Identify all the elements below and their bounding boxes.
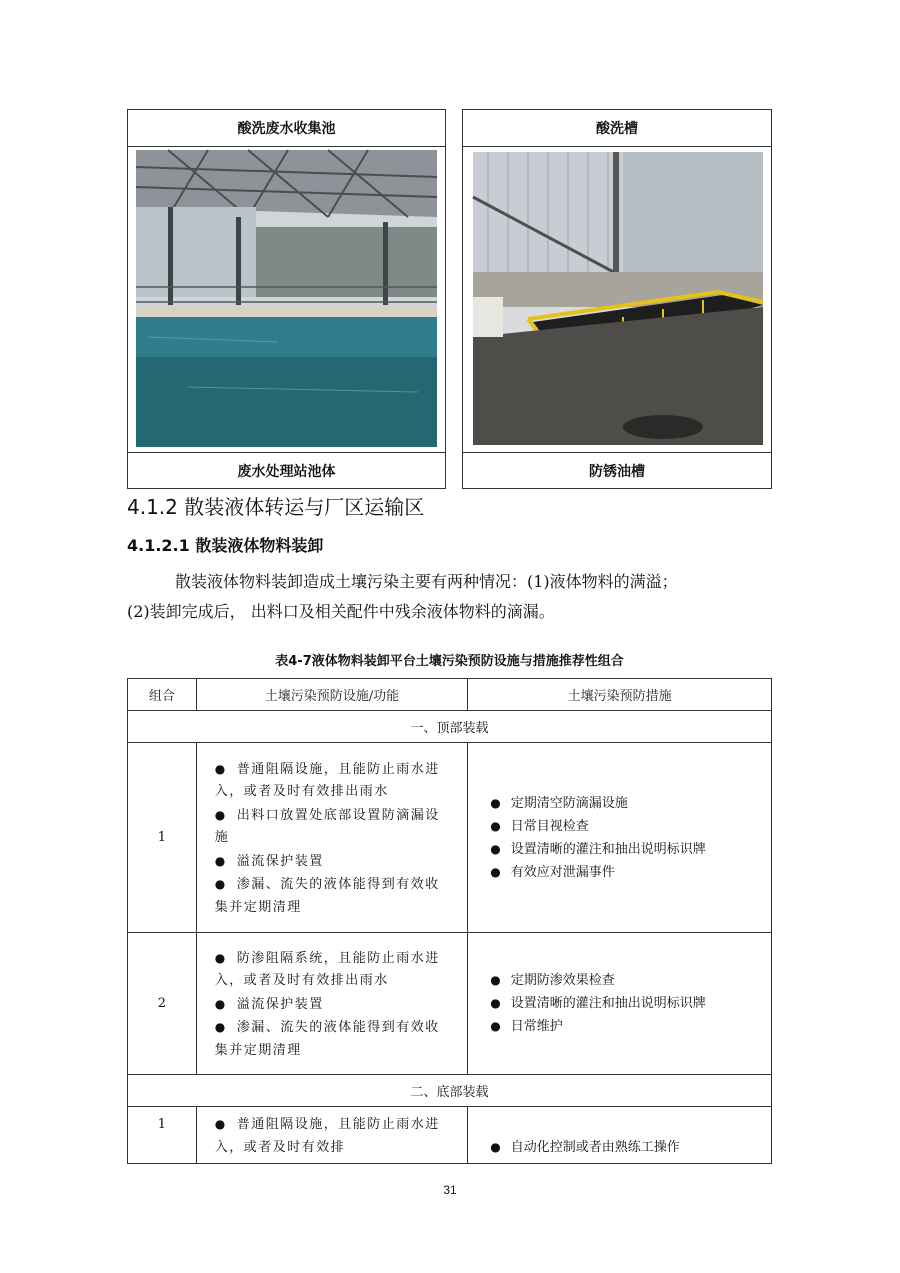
measures-cell <box>468 1107 772 1164</box>
list-item: ● 定期防渗效果检查 <box>490 973 615 988</box>
header-facilities: 土壤污染预防设施/功能 <box>196 679 467 711</box>
table-row <box>128 933 772 1075</box>
bullet-icon: ● <box>490 795 501 810</box>
functions-cell <box>196 1107 467 1164</box>
table-row <box>128 743 772 933</box>
combo-cell: 2 <box>128 933 197 1075</box>
list-item: ● 普通阻隔设施，且能防止雨水进入，或者及时有效排出雨水 <box>214 761 440 800</box>
paragraph-line-1: 散装液体物料装卸造成土壤污染主要有两种情况：(1)液体物料的满溢； <box>175 572 678 591</box>
paragraph-line-2: (2)装卸完成后， 出料口及相关配件中残余液体物料的滴漏。 <box>127 602 555 621</box>
bullet-icon: ● <box>214 1117 227 1131</box>
photo-caption-bottom-left: 废水处理站池体 <box>127 452 446 489</box>
subsection-heading: 4.1.2.1 散装液体物料装卸 <box>127 536 324 555</box>
bullet-icon: ● <box>490 996 501 1010</box>
list-item: ● 日常目视检查 <box>490 818 589 834</box>
photo-pickling-tank <box>462 146 772 453</box>
list-item: ● 渗漏、流失的液体能得到有效收集并定期清理 <box>214 1020 440 1058</box>
list-item: ● 溢流保护装置 <box>214 996 324 1012</box>
page-number: 31 <box>443 1183 457 1197</box>
photo-table <box>127 109 772 489</box>
measures-cell <box>468 933 772 1075</box>
bullet-icon: ● <box>214 877 227 892</box>
functions-cell <box>196 933 467 1075</box>
bullet-icon: ● <box>214 1020 227 1035</box>
photo-acid-wastewater-pool <box>127 146 446 453</box>
list-item: ● 有效应对泄漏事件 <box>490 864 615 880</box>
bullet-icon: ● <box>490 1140 501 1154</box>
section-label: 二、底部装载 <box>128 1075 772 1107</box>
list-item: ● 防渗阻隔系统，且能防止雨水进入，或者及时有效排出雨水 <box>214 950 440 989</box>
header-measures: 土壤污染预防措施 <box>468 679 772 711</box>
bullet-icon: ● <box>490 973 501 987</box>
bullet-icon: ● <box>214 996 227 1011</box>
list-item: ● 定期清空防滴漏设施 <box>490 795 628 811</box>
section-label: 一、顶部装载 <box>128 711 772 743</box>
list-item: ● 设置清晰的灌注和抽出说明标识牌 <box>490 841 706 857</box>
bullet-icon: ● <box>214 853 227 868</box>
header-combo: 组合 <box>128 679 197 711</box>
photo-caption-bottom-right: 防锈油槽 <box>462 452 772 489</box>
section-row-top-loading <box>128 711 772 743</box>
list-item: ● 日常维护 <box>490 1019 563 1034</box>
bullet-icon: ● <box>490 841 501 856</box>
bullet-icon: ● <box>490 864 501 879</box>
photo-caption-top-right: 酸洗槽 <box>462 109 772 147</box>
list-item: ● 设置清晰的灌注和抽出说明标识牌 <box>490 996 706 1011</box>
list-item: ● 自动化控制或者由熟练工操作 <box>490 1140 680 1155</box>
bullet-icon: ● <box>490 818 501 833</box>
bullet-icon: ● <box>214 950 227 965</box>
list-item: ● 出料口放置处底部设置防滴漏设施 <box>214 807 440 846</box>
table-row <box>128 1107 772 1164</box>
combo-cell: 1 <box>128 1107 197 1164</box>
section-row-bottom-loading <box>128 1075 772 1107</box>
combo-cell: 1 <box>128 743 197 933</box>
section-heading: 4.1.2 散装液体转运与厂区运输区 <box>127 495 425 519</box>
measures-cell <box>468 743 772 933</box>
measures-table <box>127 678 772 1164</box>
bullet-icon: ● <box>214 761 227 776</box>
functions-cell <box>196 743 467 933</box>
bullet-icon: ● <box>490 1019 501 1033</box>
list-item: ● 渗漏、流失的液体能得到有效收集并定期清理 <box>214 877 440 915</box>
list-item: ● 溢流保护装置 <box>214 853 324 869</box>
list-item: ● 普通阻隔设施，且能防止雨水进入，或者及时有效排 <box>214 1117 440 1155</box>
bullet-icon: ● <box>214 807 227 822</box>
photo-caption-top-left: 酸洗废水收集池 <box>127 109 446 147</box>
body-paragraph <box>127 567 777 627</box>
table-caption: 表4-7液体物料装卸平台土壤污染预防设施与措施推荐性组合 <box>275 654 624 669</box>
table-header-row <box>128 679 772 711</box>
